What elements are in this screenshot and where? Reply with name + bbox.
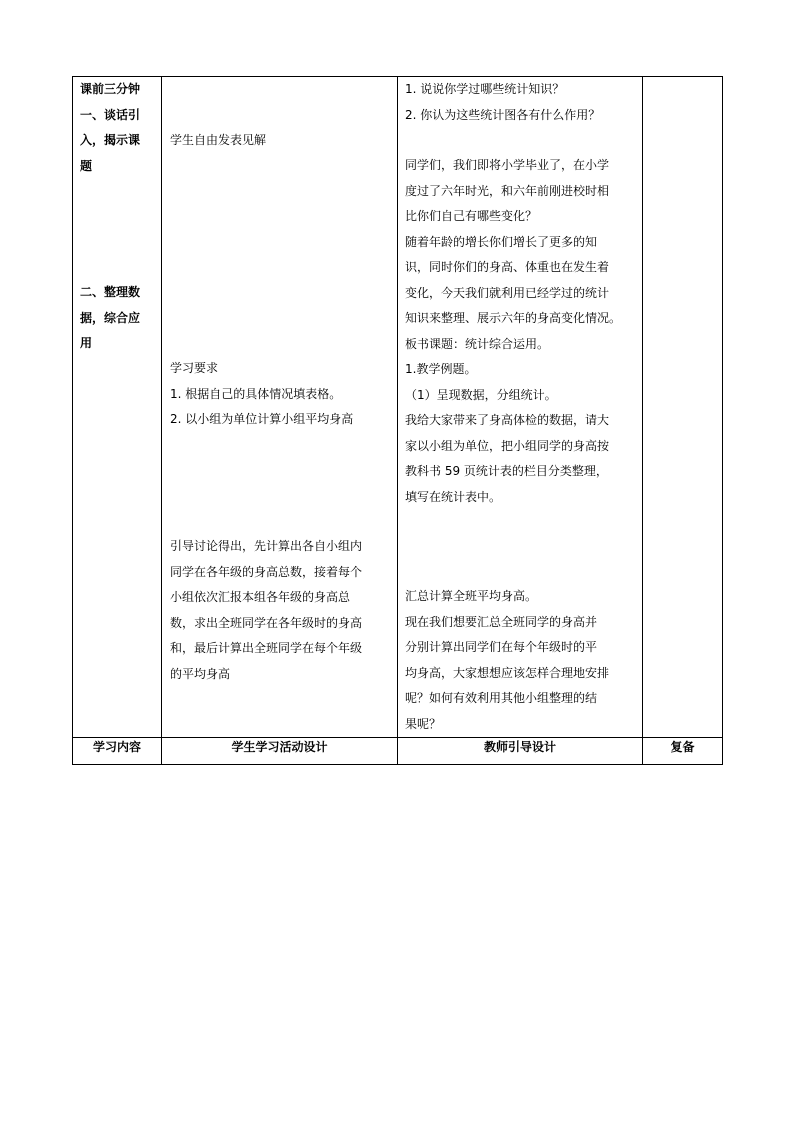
text-line: 题 <box>80 158 93 173</box>
text-line: 变化，今天我们就利用已经学过的统计 <box>405 285 610 300</box>
free-talk-text: 学生自由发表见解 <box>170 133 267 147</box>
text-line: 知识来整理、展示六年的身高变化情况。 <box>405 311 622 325</box>
text-line: 1.教学例题。 <box>405 362 477 376</box>
header-student-activity: 学生学习活动设计 <box>162 738 398 765</box>
text-line: 教科书 59 页统计表的栏目分类整理， <box>405 464 608 478</box>
content-cell-teacher <box>398 77 643 738</box>
discussion-guide <box>170 534 362 687</box>
text-line: 家以小组为单位，把小组同学的身高按 <box>405 438 610 453</box>
table-row <box>73 77 723 738</box>
text-line: 果呢？ <box>405 716 442 731</box>
text-line: 随着年龄的增长你们增长了更多的知 <box>405 234 598 249</box>
review-questions <box>405 77 600 128</box>
teacher-intro <box>405 153 621 510</box>
lesson-plan-table <box>72 76 723 765</box>
text-line: 一、谈话引 <box>80 107 141 122</box>
learning-requirements <box>170 356 353 433</box>
content-cell-review <box>643 77 723 738</box>
text-line: 同学们，我们即将小学毕业了，在小学 <box>405 158 610 172</box>
text-line: 1. 根据自己的具体情况填表格。 <box>170 386 342 401</box>
text-line: 现在我们想要汇总全班同学的身高并 <box>405 614 598 629</box>
text-line: 数，求出全班同学在各年级时的身高 <box>170 615 363 630</box>
text-line: 2. 你认为这些统计图各有什么作用？ <box>405 107 601 122</box>
content-cell-learning <box>73 77 162 738</box>
text-line: 2. 以小组为单位计算小组平均身高 <box>170 412 354 426</box>
pre-class-section <box>80 77 140 179</box>
text-line: 识，同时你们的身高、体重也在发生着 <box>405 260 610 274</box>
text-line: 用 <box>80 336 93 350</box>
text-line: 度过了六年时光，和六年前刚进校时相 <box>405 183 610 198</box>
text-line: 和，最后计算出全班同学在每个年级 <box>170 641 363 655</box>
text-line: 小组依次汇报本组各年级的身高总 <box>170 590 351 604</box>
text-line: 分别计算出同学们在每个年级时的平 <box>405 640 598 654</box>
text-line: 1. 说说你学过哪些统计知识？ <box>405 82 565 96</box>
text-line: 的平均身高 <box>170 666 231 681</box>
text-line: 引导讨论得出，先计算出各自小组内 <box>170 539 363 553</box>
text-line: 填写在统计表中。 <box>405 489 502 504</box>
text-line: 呢？如何有效利用其他小组整理的结 <box>405 691 598 705</box>
text-line: 我给大家带来了身高体检的数据，请大 <box>405 413 610 427</box>
text-line: 二、整理数 <box>80 285 141 299</box>
summary-guide <box>405 584 609 737</box>
section-two-title <box>80 280 140 357</box>
text-line: （1）呈现数据，分组统计。 <box>405 387 557 402</box>
text-line: 入，揭示课 <box>80 133 141 147</box>
text-line: 比你们自己有哪些变化？ <box>405 209 538 223</box>
header-teacher-guidance: 教师引导设计 <box>398 738 643 765</box>
text-line: 均身高，大家想想应该怎样合理地安排 <box>405 665 610 680</box>
header-learning-content: 学习内容 <box>73 738 162 765</box>
text-line: 课前三分钟 <box>80 82 141 96</box>
table-header-row <box>73 738 723 765</box>
text-line: 据，综合应 <box>80 310 141 325</box>
content-cell-student <box>162 77 398 738</box>
text-line: 板书课题：统计综合运用。 <box>405 336 550 351</box>
text-line: 同学在各年级的身高总数，接着每个 <box>170 564 363 579</box>
text-line: 汇总计算全班平均身高。 <box>405 589 538 603</box>
text-line: 学习要求 <box>170 361 219 375</box>
header-review: 复备 <box>643 738 723 765</box>
